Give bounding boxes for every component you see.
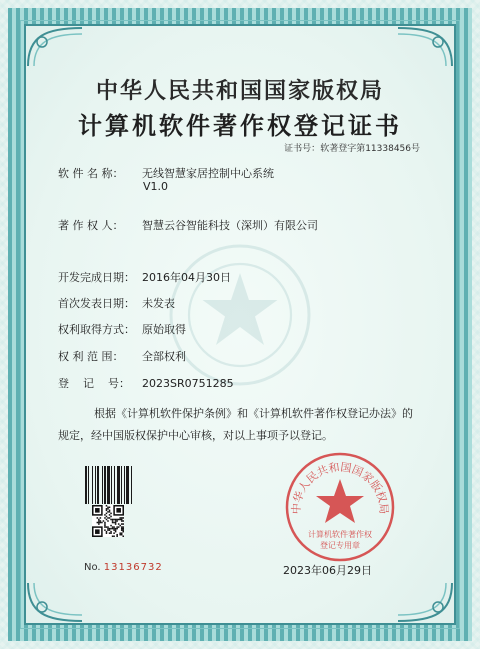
- first-publish-row: [58, 295, 175, 311]
- seal-star-icon: [316, 479, 364, 523]
- certificate-title: 计算机软件著作权登记证书: [78, 111, 402, 140]
- certificate-number-value: 软著登字第11338456号: [320, 144, 420, 154]
- acquisition-row: [58, 321, 186, 337]
- acquisition-label: 权利取得方式：: [58, 323, 135, 336]
- first-publish-label: 首次发表日期：: [58, 297, 135, 310]
- serial-prefix: No.: [84, 562, 101, 573]
- qr-code: [92, 505, 124, 537]
- first-publish-value: 未发表: [142, 297, 175, 310]
- serial-number: [84, 562, 163, 573]
- registration-label: 登 记 号：: [58, 377, 130, 390]
- certificate-number-label: 证书号：: [284, 144, 321, 154]
- completion-date-row: [58, 269, 231, 285]
- owner-label: 著 作 权 人：: [58, 219, 124, 232]
- seal-center-line-1: 计算机软件著作权: [308, 530, 372, 539]
- certificate-body-text: [58, 403, 428, 447]
- body-line-2: 规定，经中国版权保护中心审核，对以上事项予以登记。: [58, 429, 333, 442]
- emblem-watermark: [165, 240, 315, 390]
- body-line-1: 根据《计算机软件保护条例》和《计算机软件著作权登记办法》的: [94, 407, 413, 420]
- issuing-authority-title: 中华人民共和国国家版权局: [95, 78, 384, 104]
- software-name-label: 软 件 名 称：: [58, 167, 124, 180]
- serial-number-value: 13136732: [103, 562, 163, 573]
- owner-value: 智慧云谷智能科技（深圳）有限公司: [142, 219, 318, 232]
- issue-date: 2023年06月29日: [283, 564, 372, 577]
- registration-value: 2023SR0751285: [142, 377, 234, 390]
- scope-row: [58, 348, 186, 364]
- barcode: [84, 465, 154, 505]
- completion-date-value: 2016年04月30日: [142, 271, 231, 284]
- corner-ornament-bottom-left: [26, 579, 84, 623]
- official-seal: [284, 451, 396, 563]
- seal-center-line-2: 登记专用章: [320, 541, 360, 550]
- certificate-number: [284, 141, 420, 154]
- corner-ornament-bottom-right: [396, 579, 454, 623]
- corner-ornament-top-left: [26, 26, 84, 70]
- corner-ornament-top-right: [396, 26, 454, 70]
- software-name-row: [58, 165, 274, 181]
- software-version: V1.0: [143, 180, 169, 193]
- registration-row: [58, 375, 234, 391]
- completion-date-label: 开发完成日期：: [58, 271, 135, 284]
- scope-value: 全部权利: [142, 350, 186, 363]
- scope-label: 权 利 范 围：: [58, 350, 124, 363]
- acquisition-value: 原始取得: [142, 323, 186, 336]
- owner-row: [58, 217, 318, 233]
- seal-ring-text: 中华人民共和国国家版权局: [289, 460, 391, 515]
- software-name-value: 无线智慧家居控制中心系统: [142, 167, 274, 180]
